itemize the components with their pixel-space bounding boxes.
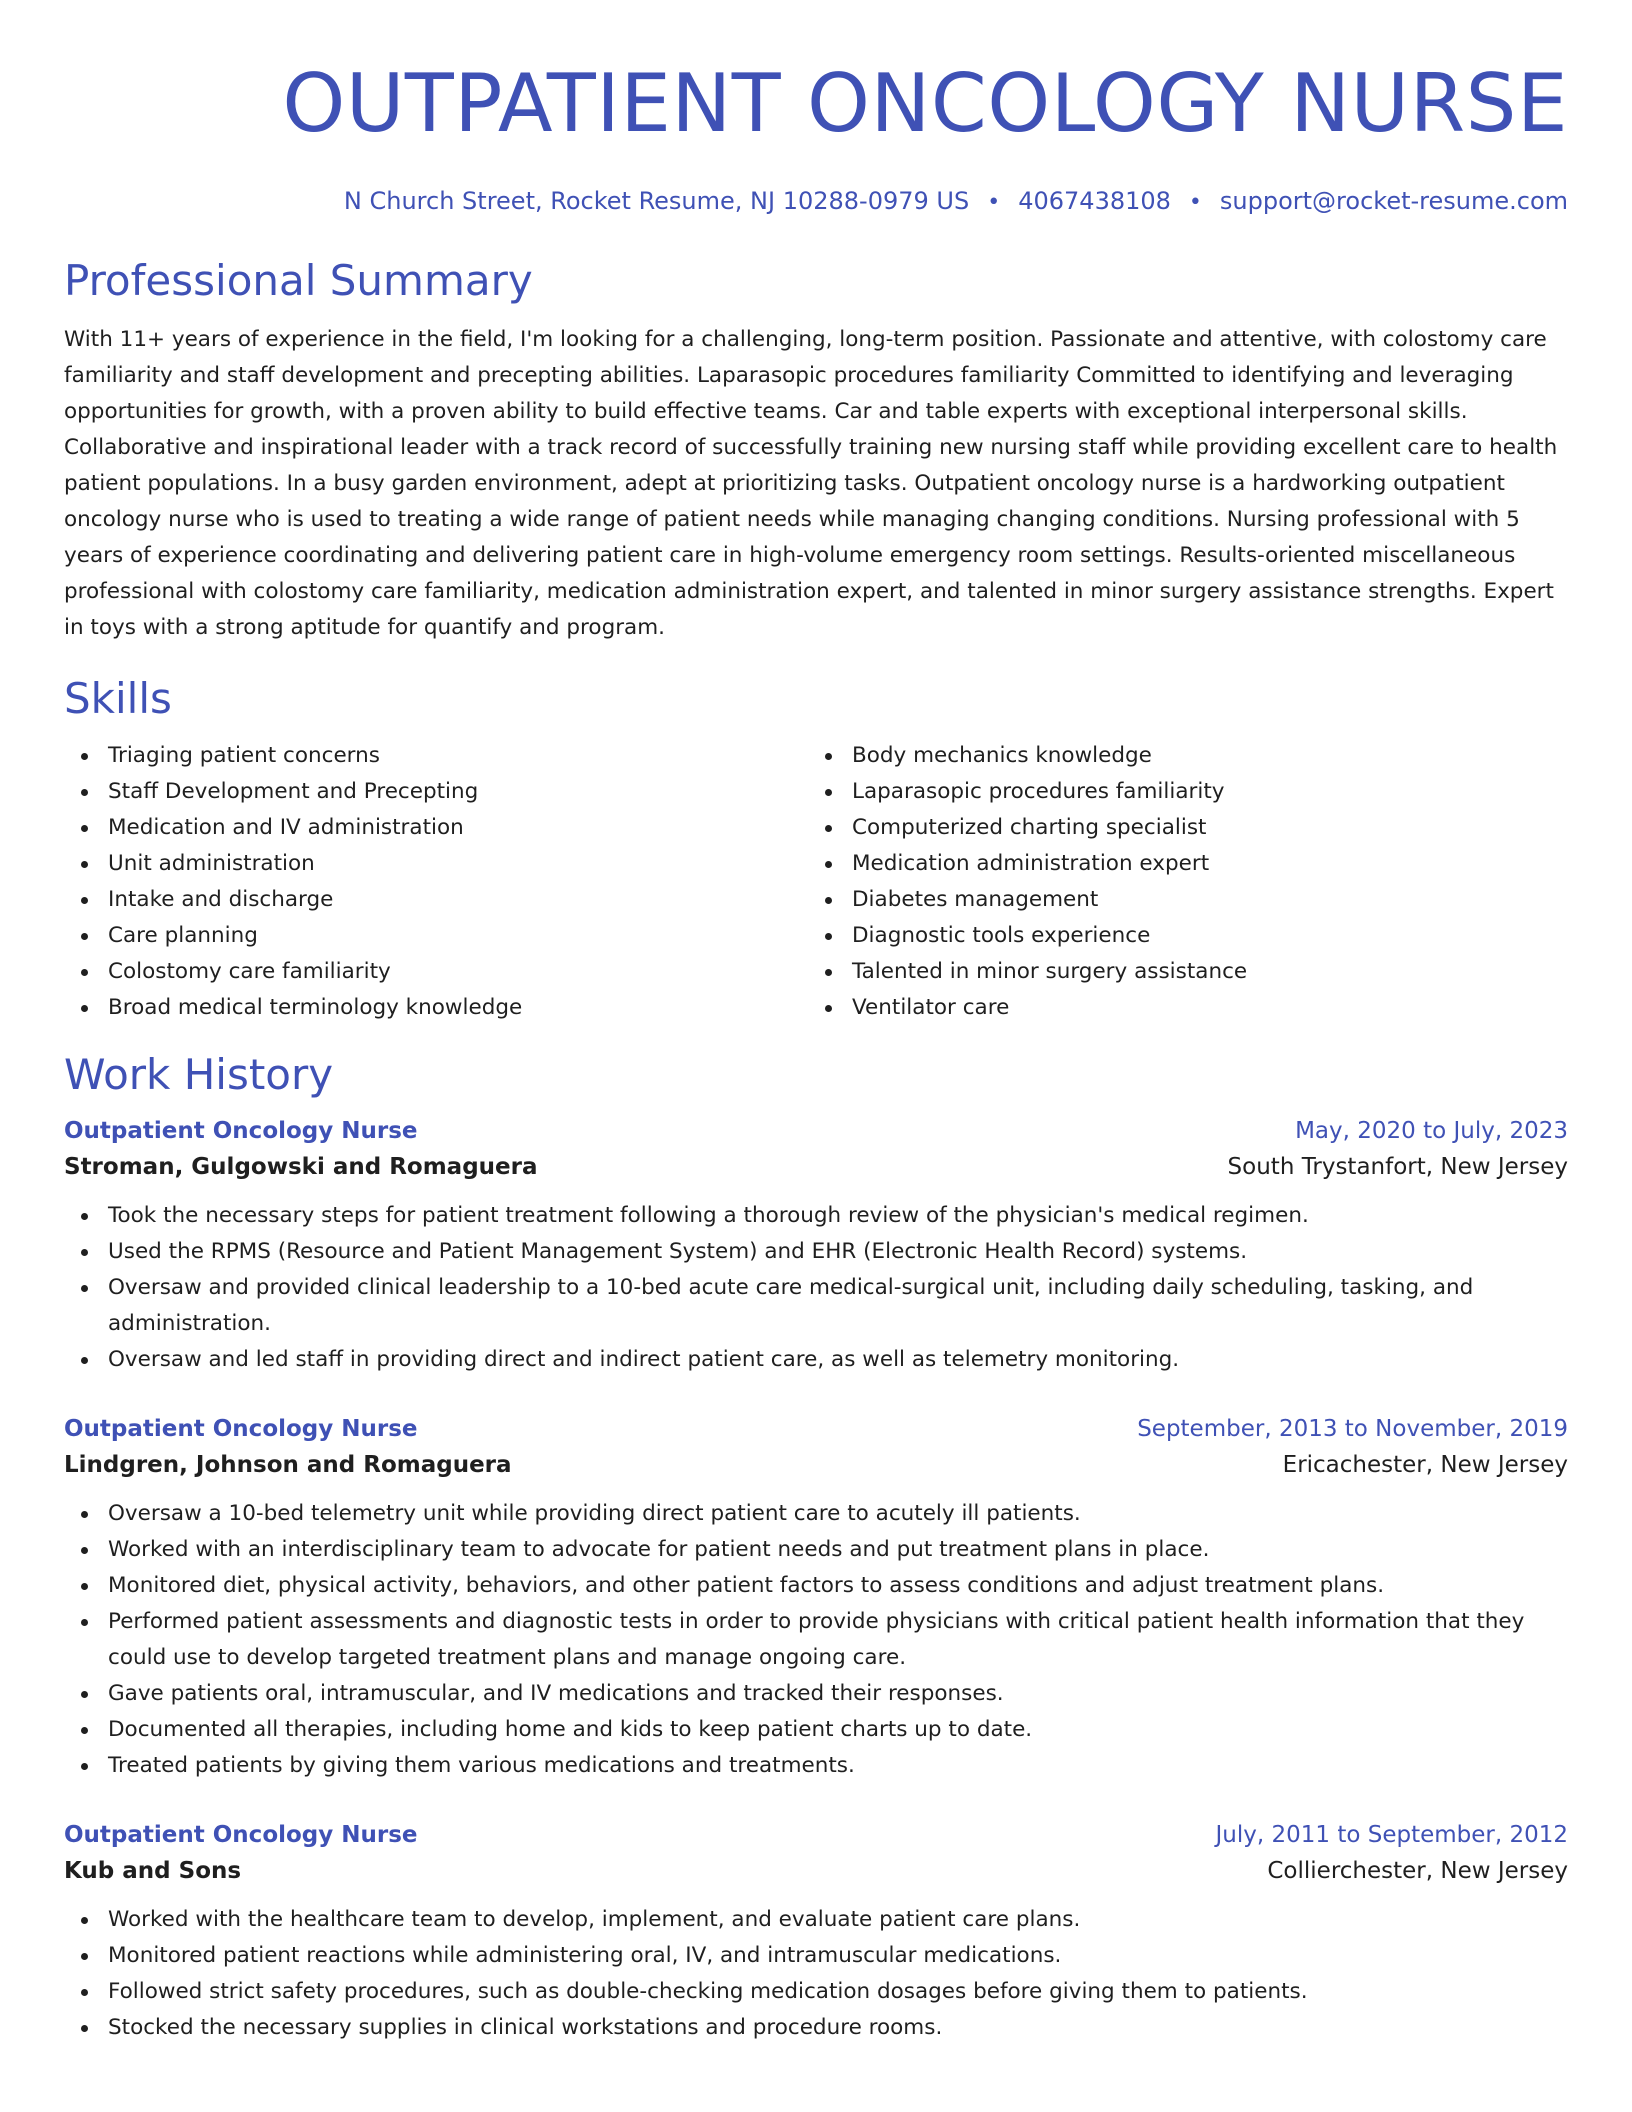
candidate-name: OUTPATIENT ONCOLOGY NURSE (282, 57, 1568, 150)
skill-item: Colostomy care familiarity (64, 954, 808, 990)
skill-item: Triaging patient concerns (64, 738, 808, 774)
skills-list-left (64, 738, 808, 1026)
contact-separator: • (1188, 190, 1202, 215)
contact-phone[interactable]: 4067438108 (1018, 187, 1171, 215)
job-dates: July, 2011 to September, 2012 (1215, 1822, 1568, 1848)
skill-item: Medication and IV administration (64, 810, 808, 846)
skills-list-right (808, 738, 1552, 1026)
skill-item: Computerized charting specialist (808, 810, 1552, 846)
job-bullet: Worked with an interdisciplinary team to advocate for patient needs and put treatment plans in place. (64, 1532, 1568, 1568)
job-company-row (64, 1852, 1568, 1890)
job-company: Kub and Sons (64, 1858, 242, 1884)
job-bullet: Oversaw a 10-bed telemetry unit while providing direct patient care to acutely ill patients. (64, 1496, 1568, 1532)
job-company-row (64, 1148, 1568, 1186)
job-entry (64, 1114, 1568, 1378)
job-location: Collierchester, New Jersey (1267, 1858, 1568, 1884)
skill-item: Diabetes management (808, 882, 1552, 918)
job-title-row (64, 1412, 1568, 1446)
job-company: Lindgren, Johnson and Romaguera (64, 1452, 512, 1478)
job-entry (64, 1818, 1568, 2046)
work-history-section (64, 1050, 1568, 2046)
summary-text: With 11+ years of experience in the field, I'm looking for a challenging, long-term position. Passionate and attentive, with colostomy care familiarity and staff development and precepting abilities. Laparasopic procedures familiarity Committed to identifying and leveraging opportunities for growth, with a proven ability to build effective teams. Car and table experts with exceptional interpersonal skills. Collaborative and inspirational leader with a track record of successfully training new nursing staff while providing excellent care to health patient populations. In a busy garden environment, adept at prioritizing tasks. Outpatient oncology nurse is a hardworking outpatient oncology nurse who is used to treating a wide range of patient needs while managing changing conditions. Nursing professional with 5 years of experience coordinating and delivering patient care in high-volume emergency room settings. Results-oriented miscellaneous professional with colostomy care familiarity, medication administration expert, and talented in minor surgery assistance strengths. Expert in toys with a strong aptitude for quantify and program. (64, 327, 1558, 640)
summary-section (64, 256, 1568, 646)
contact-separator: • (987, 190, 1001, 215)
job-bullet: Treated patients by giving them various medications and treatments. (64, 1748, 1568, 1784)
summary-heading: Professional Summary (64, 256, 533, 305)
job-entry (64, 1412, 1568, 1784)
skills-section (64, 674, 1568, 1026)
skills-heading: Skills (64, 674, 172, 723)
job-bullet: Documented all therapies, including home and kids to keep patient charts up to date. (64, 1712, 1568, 1748)
job-title-row (64, 1818, 1568, 1852)
job-bullet: Oversaw and led staff in providing direct and indirect patient care, as well as telemetry monitoring. (64, 1342, 1568, 1378)
skill-item: Care planning (64, 918, 808, 954)
contact-address: N Church Street, Rocket Resume, NJ 10288-0979 US (343, 187, 970, 215)
job-dates: May, 2020 to July, 2023 (1295, 1118, 1568, 1144)
job-company-row (64, 1446, 1568, 1484)
job-bullet: Worked with the healthcare team to develop, implement, and evaluate patient care plans. (64, 1902, 1568, 1938)
skill-item: Intake and discharge (64, 882, 808, 918)
skill-item: Talented in minor surgery assistance (808, 954, 1552, 990)
job-title: Outpatient Oncology Nurse (64, 1822, 418, 1848)
job-title: Outpatient Oncology Nurse (64, 1416, 418, 1442)
contact-line (64, 186, 1568, 218)
job-bullet: Monitored patient reactions while administering oral, IV, and intramuscular medications. (64, 1938, 1568, 1974)
skill-item: Body mechanics knowledge (808, 738, 1552, 774)
job-dates: September, 2013 to November, 2019 (1137, 1416, 1568, 1442)
contact-email[interactable]: support@rocket-resume.com (1219, 187, 1568, 215)
job-bullet: Monitored diet, physical activity, behaviors, and other patient factors to assess conditions and adjust treatment plans. (64, 1568, 1568, 1604)
job-location: South Trystanfort, New Jersey (1227, 1154, 1568, 1180)
job-bullet: Took the necessary steps for patient treatment following a thorough review of the physician's medical regimen. (64, 1198, 1568, 1234)
job-bullet: Stocked the necessary supplies in clinical workstations and procedure rooms. (64, 2010, 1568, 2046)
job-company: Stroman, Gulgowski and Romaguera (64, 1154, 538, 1180)
job-title-row (64, 1114, 1568, 1148)
skill-item: Staff Development and Precepting (64, 774, 808, 810)
skill-item: Ventilator care (808, 990, 1552, 1026)
skill-item: Diagnostic tools experience (808, 918, 1552, 954)
skill-item: Medication administration expert (808, 846, 1552, 882)
skills-grid (64, 738, 1568, 1026)
job-bullet-list (64, 1902, 1568, 2046)
work-history-heading: Work History (64, 1050, 334, 1099)
job-location: Ericachester, New Jersey (1282, 1452, 1568, 1478)
job-title: Outpatient Oncology Nurse (64, 1118, 418, 1144)
job-bullet: Used the RPMS (Resource and Patient Management System) and EHR (Electronic Health Record) systems. (64, 1234, 1568, 1270)
skill-item: Unit administration (64, 846, 808, 882)
job-bullet: Performed patient assessments and diagnostic tests in order to provide physicians with critical patient health information that they could use to develop targeted treatment plans and manage ongoing care. (64, 1604, 1568, 1676)
job-bullet: Gave patients oral, intramuscular, and IV medications and tracked their responses. (64, 1676, 1568, 1712)
job-bullet: Followed strict safety procedures, such as double-checking medication dosages before giving them to patients. (64, 1974, 1568, 2010)
resume-header (64, 56, 1568, 218)
job-bullet-list (64, 1496, 1568, 1784)
job-bullet-list (64, 1198, 1568, 1378)
skill-item: Laparasopic procedures familiarity (808, 774, 1552, 810)
job-bullet: Oversaw and provided clinical leadership to a 10-bed acute care medical-surgical unit, including daily scheduling, tasking, and administration. (64, 1270, 1568, 1342)
skill-item: Broad medical terminology knowledge (64, 990, 808, 1026)
